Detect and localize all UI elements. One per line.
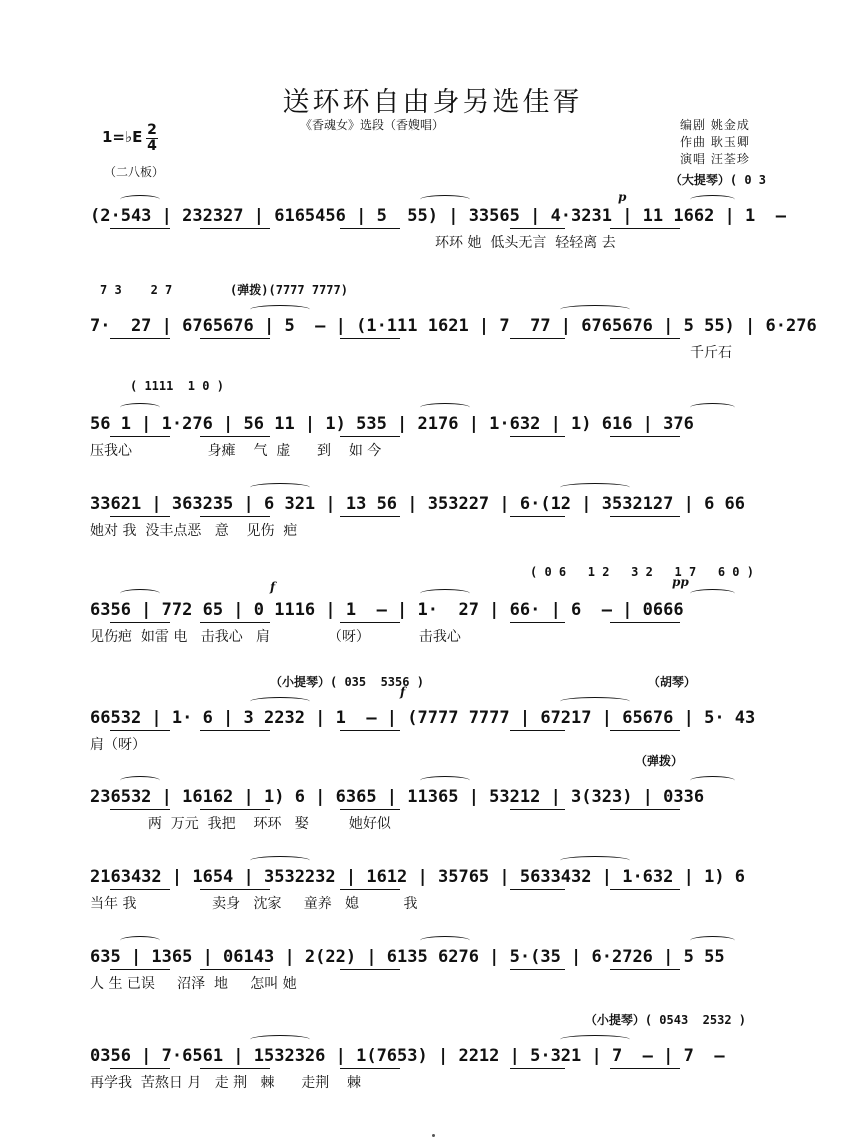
beam-line xyxy=(200,969,270,970)
dynamic-mark: p xyxy=(618,190,627,204)
beam-line xyxy=(110,969,170,970)
slur-mark xyxy=(250,305,310,314)
beam-line xyxy=(510,730,565,731)
score-row xyxy=(90,173,786,251)
row-annotation: （小提琴）( 035 5356 ) （胡琴） xyxy=(270,675,696,689)
beam-line xyxy=(510,228,565,229)
slur-mark xyxy=(420,403,470,412)
lyric-line: 见伤疤 如雷 电 击我心 肩 （呀） 击我心 xyxy=(90,629,461,645)
beam-line xyxy=(610,338,680,339)
beam-line xyxy=(200,436,270,437)
notation-line: 6356 | 772 65 | 0 1116 | 1 — | 1· 27 | 66· | 6 — | 0666 xyxy=(90,600,684,620)
beam-line xyxy=(340,809,400,810)
slur-mark xyxy=(690,589,735,598)
beam-line xyxy=(340,1068,400,1069)
credit-singer: 演唱 汪荃珍 xyxy=(680,152,750,166)
beam-line xyxy=(610,228,680,229)
lyric-line: 人 生 已误 沼泽 地 怎叫 她 xyxy=(90,976,297,992)
beam-line xyxy=(510,889,565,890)
beam-line xyxy=(200,338,270,339)
lyric-line: 千斤石 xyxy=(690,345,732,361)
score-row xyxy=(90,864,766,912)
page-title: 送环环自由身另选佳胥 xyxy=(282,87,583,118)
slur-mark xyxy=(420,195,470,204)
beam-line xyxy=(200,889,270,890)
beam-line xyxy=(610,516,680,517)
beam-line xyxy=(200,809,270,810)
credit-composer: 作曲 耿玉卿 xyxy=(680,135,750,149)
dynamic-mark: f xyxy=(400,685,406,699)
beam-line xyxy=(110,622,170,623)
score-row xyxy=(90,379,766,459)
slur-mark xyxy=(420,589,470,598)
beam-line xyxy=(110,228,170,229)
notation-line: 66532 | 1· 6 | 3 2232 | 1 — | (7777 7777 | 67217 | 65676 | 5· 43 xyxy=(90,708,756,728)
beam-line xyxy=(200,622,270,623)
score-row xyxy=(90,491,766,539)
tempo-label: （二八板） xyxy=(104,165,165,179)
beam-line xyxy=(510,1068,565,1069)
beam-line xyxy=(610,889,680,890)
beam-line xyxy=(110,730,170,731)
dynamic-mark: pp xyxy=(672,575,689,589)
notation-line: 33621 | 363235 | 6 321 | 13 56 | 353227 | 6·(12 | 3532127 | 6 66 xyxy=(90,494,746,514)
score-row xyxy=(90,675,766,753)
slur-mark xyxy=(560,305,630,314)
beam-line xyxy=(200,516,270,517)
lyric-line: 当年 我 卖身 沈家 童养 媳 我 xyxy=(90,896,418,912)
key-signature: 1=♭E xyxy=(102,128,143,146)
slur-mark xyxy=(690,403,735,412)
row-annotation: ( 0 6 1 2 3 2 1 7 6 0 ) xyxy=(530,565,754,579)
beam-line xyxy=(340,228,400,229)
notation-line: 56 1 | 1·276 | 56 11 | 1) 535 | 2176 | 1·632 | 1) 616 | 376 xyxy=(90,414,694,434)
beam-line xyxy=(610,436,680,437)
time-signature-bottom: 4 xyxy=(147,138,157,154)
row-annotation: 7 3 2 7 (弹拨)(7777 7777) xyxy=(100,283,348,297)
slur-mark xyxy=(250,1035,310,1044)
slur-mark xyxy=(120,776,160,785)
beam-line xyxy=(340,889,400,890)
beam-line xyxy=(340,969,400,970)
score-row xyxy=(90,1013,766,1091)
beam-line xyxy=(510,436,565,437)
time-signature xyxy=(146,124,158,153)
subtitle: 《香魂女》选段（香嫂唱） xyxy=(300,118,445,132)
row-annotation: ( 1111 1 0 ) xyxy=(130,379,224,393)
slur-mark xyxy=(420,936,470,945)
beam-line xyxy=(110,1068,170,1069)
score-row xyxy=(90,283,817,361)
slur-mark xyxy=(120,936,160,945)
lyric-line: 她对 我 没丰点恶 意 见伤 疤 xyxy=(90,523,298,539)
beam-line xyxy=(610,809,680,810)
beam-line xyxy=(510,516,565,517)
slur-mark xyxy=(560,1035,630,1044)
beam-line xyxy=(110,338,170,339)
slur-mark xyxy=(250,483,310,492)
notation-line: (2·543 | 232327 | 6165456 | 5 55) | 33565 | 4·3231 | 11 1662 | 1 — xyxy=(90,206,786,226)
beam-line xyxy=(110,889,170,890)
row-annotation: （大提琴）( 0 3 xyxy=(669,173,766,187)
beam-line xyxy=(340,516,400,517)
beam-line xyxy=(610,622,680,623)
beam-line xyxy=(510,338,565,339)
notation-line: 7· 27 | 6765676 | 5 — | (1·111 1621 | 7 77 | 6765676 | 5 55) | 6·276 xyxy=(90,316,817,336)
beam-line xyxy=(110,809,170,810)
beam-line xyxy=(340,338,400,339)
slur-mark xyxy=(560,697,630,706)
slur-mark xyxy=(250,856,310,865)
slur-mark xyxy=(250,697,310,706)
score-row xyxy=(90,944,766,992)
time-signature-top: 2 xyxy=(147,122,157,138)
beam-line xyxy=(200,730,270,731)
slur-mark xyxy=(420,776,470,785)
lyric-line: 两 万元 我把 环环 娶 她好似 xyxy=(90,816,391,832)
beam-line xyxy=(340,622,400,623)
notation-line: 236532 | 16162 | 1) 6 | 6365 | 11365 | 53212 | 3(323) | 0336 xyxy=(90,787,705,807)
slur-mark xyxy=(120,195,160,204)
lyric-line: 肩（呀） xyxy=(90,737,146,753)
beam-line xyxy=(610,969,680,970)
slur-mark xyxy=(690,195,735,204)
lyric-line: 再学我 苦熬日 月 走 荆 棘 走荆 棘 xyxy=(90,1075,362,1091)
notation-line: 2163432 | 1654 | 3532232 | 1612 | 35765 | 5633432 | 1·632 | 1) 6 xyxy=(90,867,746,887)
beam-line xyxy=(110,516,170,517)
dynamic-mark: f xyxy=(270,580,276,594)
beam-line xyxy=(510,969,565,970)
beam-line xyxy=(610,1068,680,1069)
beam-line xyxy=(610,730,680,731)
slur-mark xyxy=(120,403,160,412)
beam-line xyxy=(110,436,170,437)
slur-mark xyxy=(690,776,735,785)
row-annotation: （弹拨） xyxy=(635,754,684,768)
row-annotation: （小提琴）( 0543 2532 ) xyxy=(584,1013,746,1027)
lyric-line: 压我心 身瘫 气 虚 到 如 今 xyxy=(90,443,382,459)
page-dot xyxy=(432,1134,435,1137)
slur-mark xyxy=(120,589,160,598)
beam-line xyxy=(340,730,400,731)
beam-line xyxy=(200,228,270,229)
beam-line xyxy=(340,436,400,437)
score-row xyxy=(90,754,766,832)
beam-line xyxy=(510,622,565,623)
notation-line: 0356 | 7·6561 | 1532326 | 1(7653) | 2212 | 5·321 | 7 — | 7 — xyxy=(90,1046,725,1066)
notation-line: 635 | 1365 | 06143 | 2(22) | 6135 6276 | 5·(35 | 6·2726 | 5 55 xyxy=(90,947,725,967)
slur-mark xyxy=(560,856,630,865)
lyric-line: 环环 她 低头无言 轻轻离 去 xyxy=(435,235,616,251)
beam-line xyxy=(200,1068,270,1069)
beam-line xyxy=(510,809,565,810)
slur-mark xyxy=(560,483,630,492)
slur-mark xyxy=(690,936,735,945)
credit-lyricist: 编剧 姚金成 xyxy=(680,118,750,132)
